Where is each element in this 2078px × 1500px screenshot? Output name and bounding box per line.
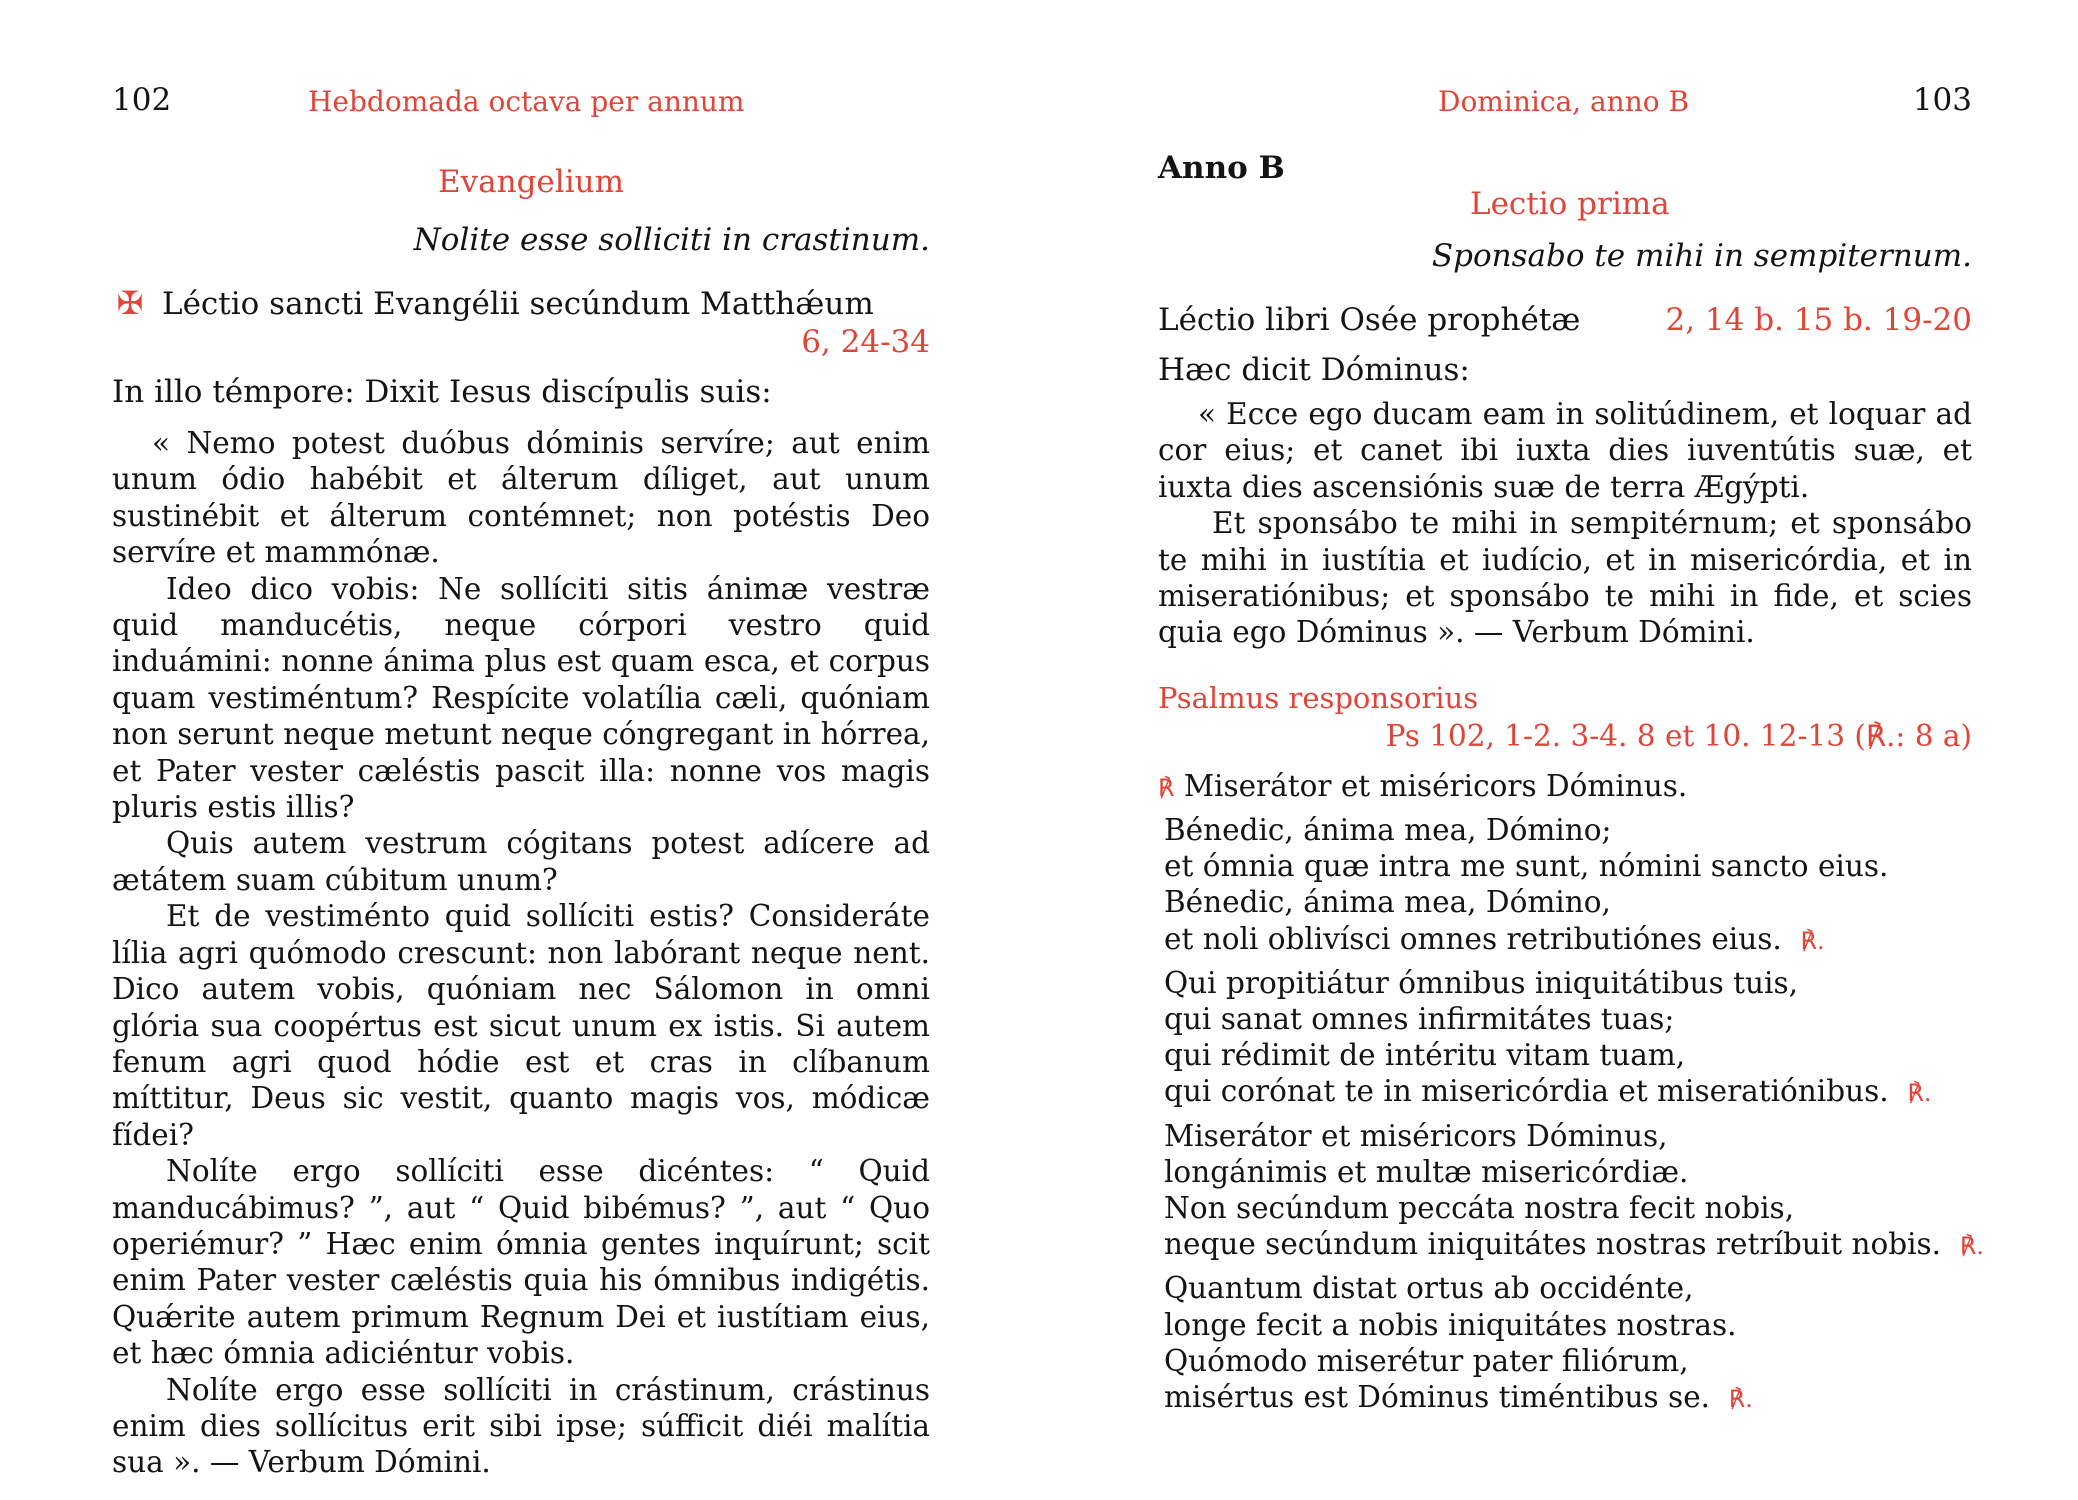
verse-text: et noli oblivísci omnes retributiónes eius. [1164, 921, 1782, 956]
stanza [1164, 1270, 1984, 1417]
paragraph: Nolíte ergo esse sollíciti in crástinum, crástinus enim dies sollícitus erit sibi ipse; súfficit diéi malítia sua ». — Verbum Dómini. [112, 1372, 930, 1480]
page-number: 103 [1912, 82, 1972, 118]
verse-line [1164, 1226, 1984, 1264]
verse-line: Quómodo miserétur pater filiórum, [1164, 1343, 1689, 1378]
stanza [1164, 965, 1984, 1112]
lectio-line [1158, 300, 1972, 340]
verse-line: Qui propitiátur ómnibus iniquitátibus tuis, [1164, 965, 1798, 1000]
page-number: 102 [112, 82, 172, 118]
psalm-reference-response: (℟.: 8 a) [1854, 719, 1972, 753]
paragraph: Quis autem vestrum cógitans potest adícere ad ætátem suam cúbitum unum? [112, 826, 930, 897]
stanza [1164, 1118, 1984, 1265]
paragraph: Et de vestiménto quid sollíciti estis? Consideráte lília agri quómodo crescunt: non labórant neque nent. Dico autem vobis, quóniam nec Sálomon in omni glória sua coopértus est sicut unum ex istis. Si autem fenum agri quod hódie est et cras in clíbanum míttitur, Deus sic vestit, quanto magis vos, módicæ fídei? [112, 899, 930, 1152]
reference: 2, 14 b. 15 b. 19-20 [1665, 302, 1972, 338]
running-head: Hebdomada octava per annum [308, 85, 745, 118]
subtitle: Sponsabo te mihi in sempiternum. [1431, 238, 1972, 274]
intro-line: Hæc dicit Dóminus: [1158, 352, 1470, 388]
lectio-title: Léctio libri Osée prophétæ [1158, 302, 1581, 338]
verse-line: qui rédimit de intéritu vitam tuam, [1164, 1038, 1686, 1073]
response-symbol-icon: ℟. [1800, 926, 1825, 955]
cross-icon: ✠ [116, 284, 144, 322]
verse-line: Non secúndum peccáta nostra fecit nobis, [1164, 1191, 1795, 1226]
verse-line: et ómnia quæ intra me sunt, nómini sancto eius. [1164, 849, 1889, 884]
paragraph: « Nemo potest duóbus dóminis servíre; aut enim unum ódio habébit et álterum díliget, aut unum sustinébit et álterum contémnet; non potéstis Deo servíre et mammónæ. [112, 426, 930, 570]
response-symbol-icon: ℟. [1959, 1232, 1984, 1261]
intro-line: In illo témpore: Dixit Iesus discípulis suis: [112, 374, 772, 410]
response-text: Miserátor et miséricors Dóminus. [1183, 769, 1688, 803]
verse-line [1164, 1073, 1984, 1111]
section-heading: Evangelium [438, 164, 624, 200]
gospel-text [112, 425, 930, 1481]
verse-text: qui corónat te in misericórdia et miseratiónibus. [1164, 1074, 1889, 1109]
reading-text [1158, 396, 1972, 651]
psalm-reference-text: Ps 102, 1-2. 3-4. 8 et 10. 12-13 [1385, 719, 1845, 753]
paragraph: « Ecce ego ducam eam in solitúdinem, et loquar ad cor eius; et canet ibi iuxta dies iuventútis suæ, et iuxta dies ascensiónis suæ de terra Ægýpti. [1158, 397, 1972, 504]
verse-line [1164, 921, 1984, 959]
lectio-title: Léctio sancti Evangélii secúndum Matthǽum [162, 286, 874, 322]
reference: 6, 24-34 [801, 324, 930, 360]
paragraph: Nolíte ergo sollíciti esse dicéntes: “ Quid manducábimus? ”, aut “ Quid bibémus? ”, aut “ Quo operiémur? ” Hæc enim ómnia gentes inquírunt; scit enim Pater vester cæléstis quia his ómnibus indigétis. Quǽrite autem primum Regnum Dei et iustítiam eius, et hæc ómnia adiciéntur vobis. [112, 1154, 930, 1371]
verse-line [1164, 1379, 1984, 1417]
subtitle: Nolite esse solliciti in crastinum. [413, 222, 930, 258]
paragraph: Et sponsábo te mihi in sempitérnum; et sponsábo te mihi in iustítia et iudício, et in misericórdia, et in miseratiónibus; et sponsábo te mihi in fide, et scies quia ego Dóminus ». — Verbum Dómini. [1158, 506, 1972, 650]
stanza [1164, 812, 1984, 959]
section-heading: Lectio prima [1470, 186, 1670, 222]
lectio-line [112, 283, 930, 324]
verse-text: neque secúndum iniquitátes nostras retríbuit nobis. [1164, 1227, 1942, 1262]
verse-line: longánimis et multæ misericórdiæ. [1164, 1154, 1689, 1189]
response-symbol-icon: ℟. [1907, 1079, 1932, 1108]
response-symbol-icon: ℟. [1728, 1385, 1753, 1414]
verse-line: qui sanat omnes infirmitátes tuas; [1164, 1002, 1675, 1037]
paragraph: Ideo dico vobis: Ne sollíciti sitis ánimæ vestræ quid manducétis, neque córpori vestro quid induámini: nonne ánima plus est quam esca, et corpus quam vestiméntum? Respícite volatília cæli, quóniam non serunt neque metunt neque cóngregant in hórrea, et Pater vester cæléstis pascit illa: nonne vos magis pluris estis illis? [112, 571, 930, 825]
running-head: Dominica, anno B [1438, 85, 1690, 118]
response-line [1158, 768, 1687, 806]
response-symbol-icon: ℟ [1158, 774, 1175, 802]
psalm-heading: Psalmus responsorius [1158, 681, 1479, 715]
verse-line: Bénedic, ánima mea, Dómino, [1164, 885, 1611, 920]
year-heading: Anno B [1158, 150, 1285, 186]
verse-line: Bénedic, ánima mea, Dómino; [1164, 813, 1612, 847]
psalm-stanzas [1164, 812, 1984, 1423]
verse-line: Quantum distat ortus ab occidénte, [1164, 1271, 1694, 1306]
verse-line: Miserátor et miséricors Dóminus, [1164, 1118, 1668, 1153]
verse-text: misértus est Dóminus timéntibus se. [1164, 1380, 1711, 1415]
verse-line: longe fecit a nobis iniquitátes nostras. [1164, 1307, 1737, 1342]
psalm-reference [1386, 716, 1972, 756]
